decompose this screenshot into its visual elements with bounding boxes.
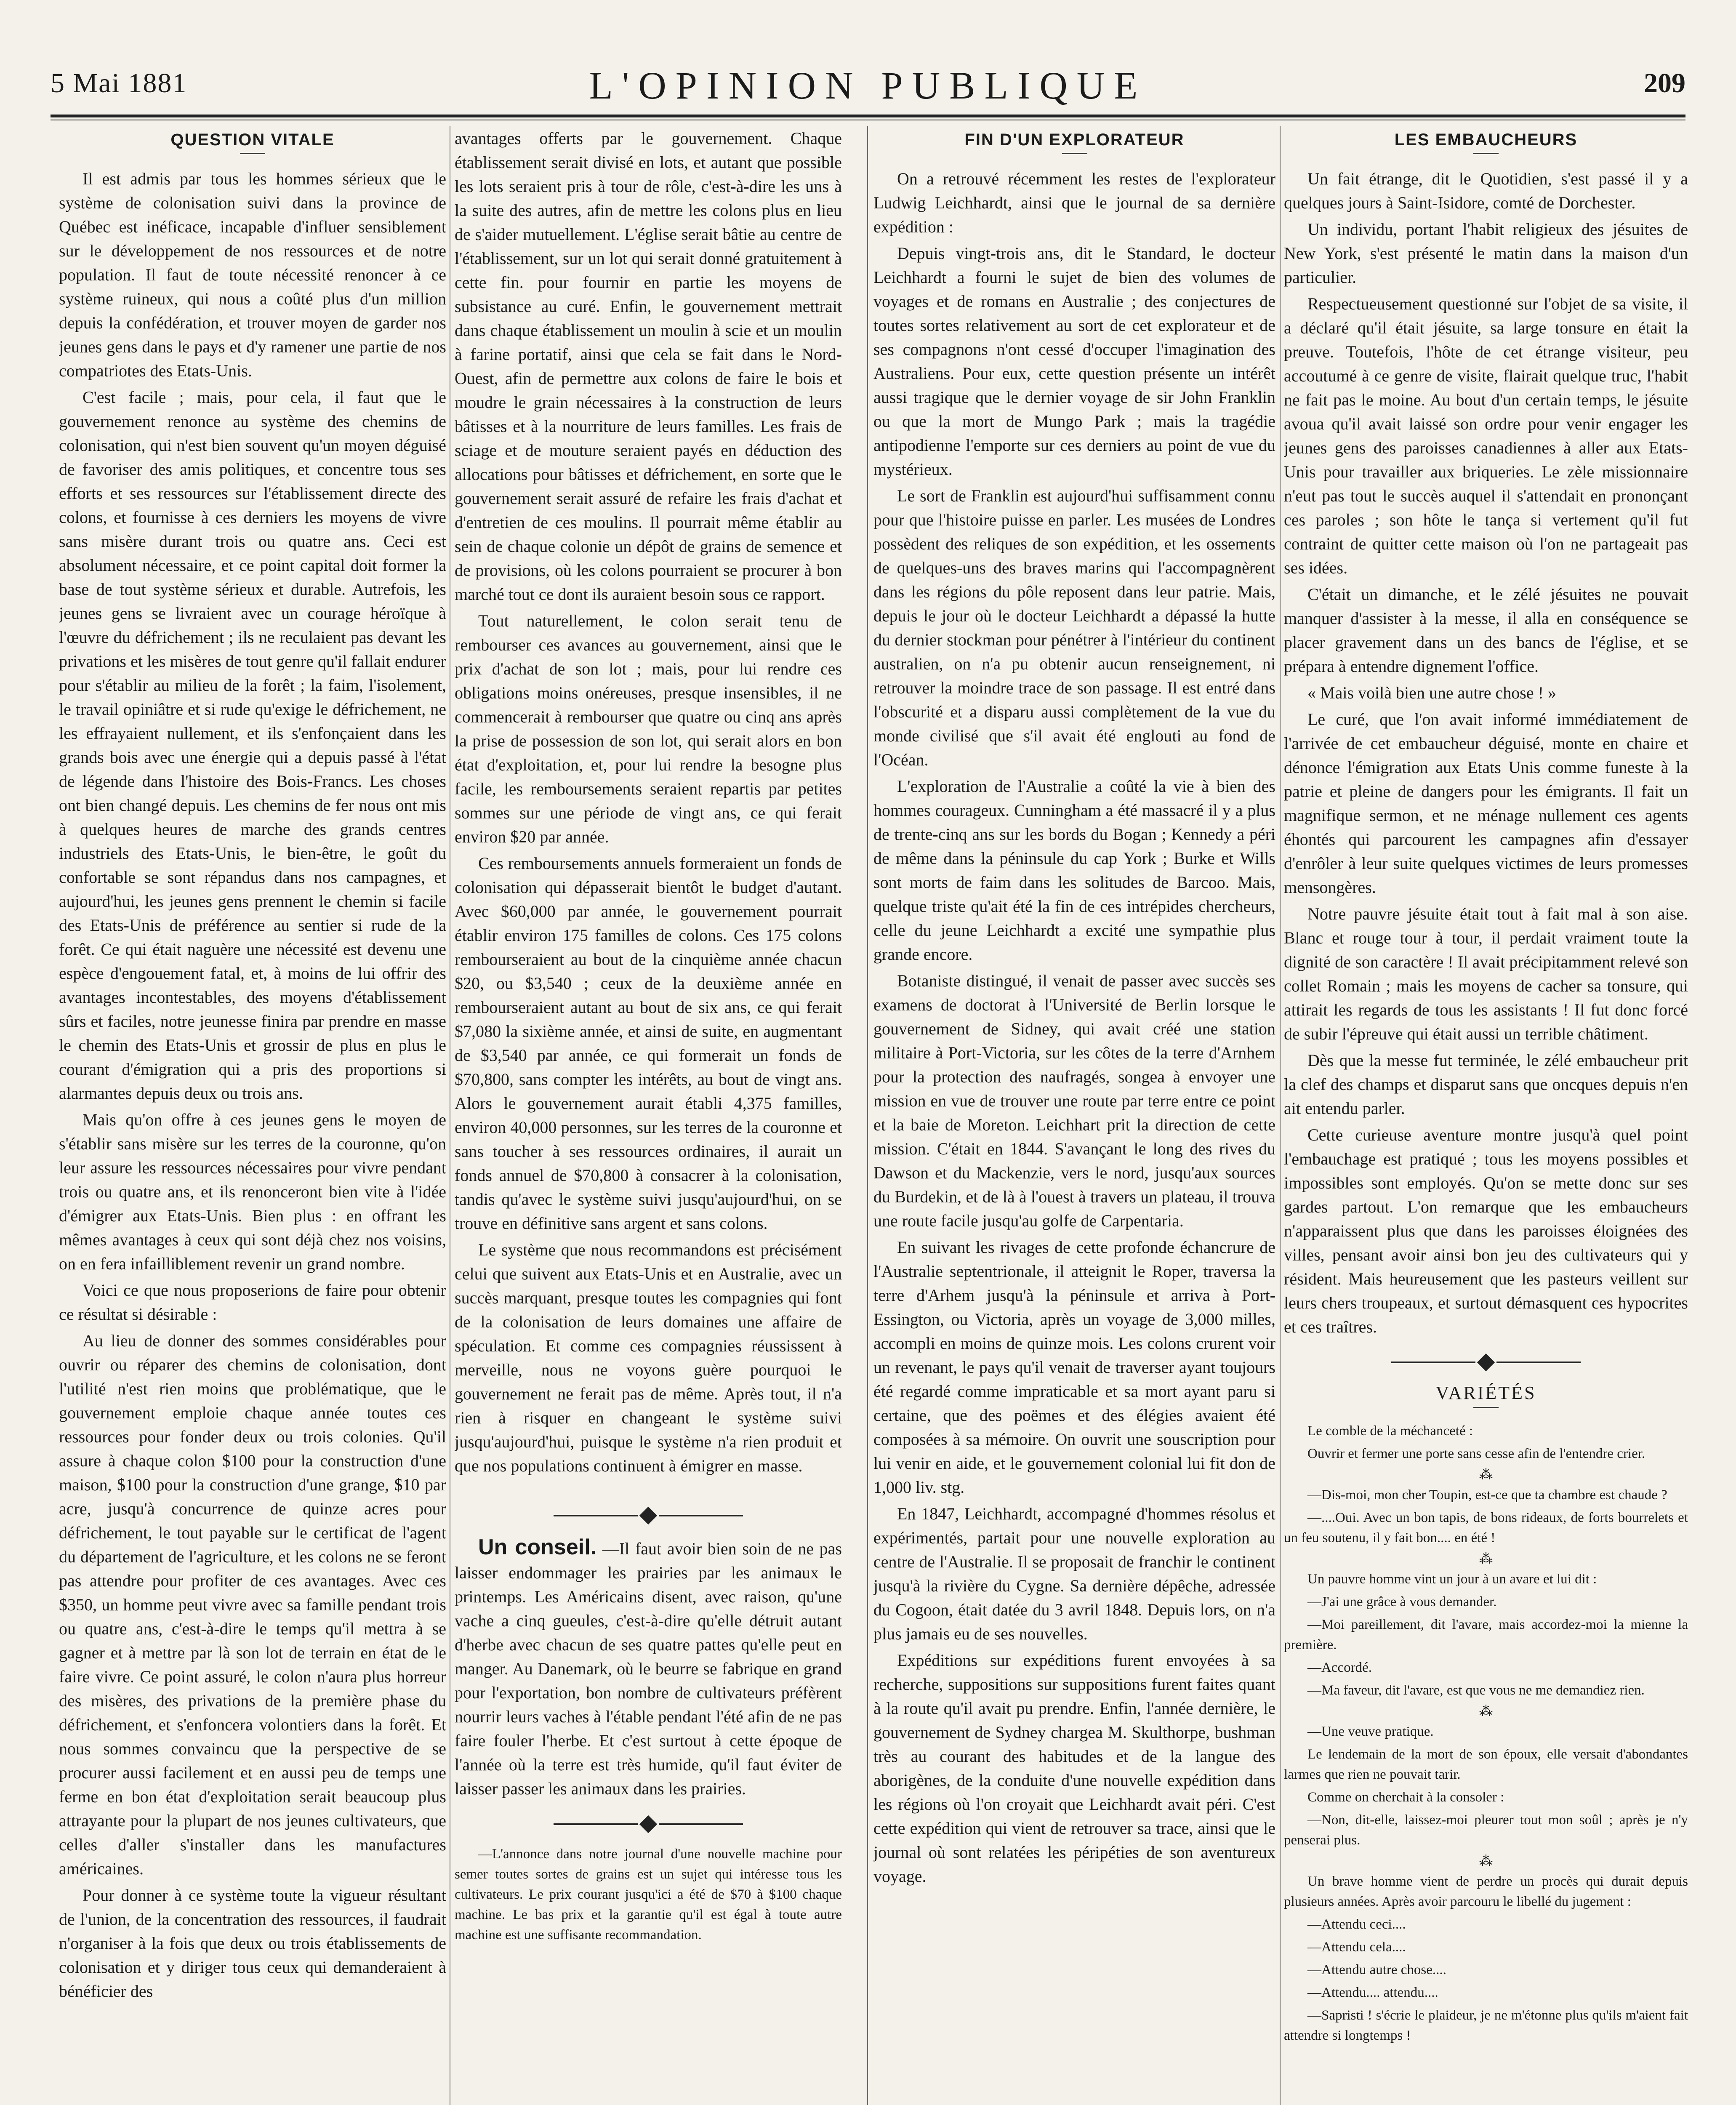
paragraph: Le sort de Franklin est aujourd'hui suffisamment connu pour que l'histoire puisse en parler. Les musées de Londres possèdent des reliques de son expédition, et les ossements de quelques-uns des braves marins qui l'accompagnèrent dans les régions du pôle reposent dans leur patrie. Mais, depuis le jour où le docteur Leichhardt a dépassé la hutte du dernier stockman pour pénétrer à l'intérieur du continent australien, on n'a pu obtenir aucun renseignement, ni retrouver la moindre trace de son passage. Il est entré dans l'obscurité et a disparu aussi complètement de la vue du monde civilisé que s'il avait été englouti au fond de l'Océan. <box>873 486 1275 769</box>
joke-line: —Moi pareillement, dit l'avare, mais accordez-moi la mienne la première. <box>1284 1617 1688 1652</box>
joke-line: —Attendu ceci.... <box>1307 1917 1406 1932</box>
ornament-divider <box>1284 1350 1688 1371</box>
newspaper-title: L'OPINION PUBLIQUE <box>589 64 1147 107</box>
column-fin-explorateur <box>873 126 1275 2105</box>
column-divider <box>1280 126 1281 2105</box>
article-title: FIN D'UN EXPLORATEUR <box>964 131 1185 149</box>
asterism: ⁂ <box>1479 1467 1493 1482</box>
joke-line: —Attendu autre chose.... <box>1307 1962 1446 1977</box>
joke-line: —J'ai une grâce à vous demander. <box>1307 1594 1497 1609</box>
joke-line: —Accordé. <box>1307 1660 1372 1675</box>
joke-line: Un pauvre homme vint un jour à un avare et lui dit : <box>1307 1572 1597 1587</box>
conseil-heading: Un conseil. <box>478 1535 597 1559</box>
ornament-divider <box>455 1812 842 1833</box>
title-dash <box>1062 153 1087 154</box>
asterism: ⁂ <box>1479 1703 1493 1719</box>
conseil-text: —Il faut avoir bien soin de ne pas laisser endommager les prairies par les animaux le printemps. Les Américains disent, avec raison, qu'une vache a cinq gueules, c'est-à-dire qu'elle détruit autant d'herbe avec chacun de ses quatre pattes qu'elle peut en manger. Au Danemark, où le beurre se fabrique en grand pour l'exportation, bon nombre de cultivateurs préfèrent nourrir leurs vaches à l'étable pendant l'été afin de ne pas faire fouler l'herbe. Et c'est surtout à cette époque de l'année où la terre est très humide, qu'il faut éviter de laisser passer les animaux dans les prairies. <box>455 1539 842 1798</box>
paragraph: Expéditions sur expéditions furent envoyées à sa recherche, suppositions sur suppositions furent faites quant à la route qu'il avait pu prendre. Enfin, l'année dernière, le gouvernement de Sydney chargea M. Skulthorpe, bushman très au courant des habitudes et de la langue des aborigènes, de la conduite d'une nouvelle expédition dans les régions où l'on croyait que Leichhardt avait péri. C'est cette expédition qui vient de retrouver sa trace, ainsi que le journal où sont relatées les péripéties de son aventureux voyage. <box>873 1651 1275 1886</box>
joke-line: Comme on cherchait à la consoler : <box>1307 1790 1504 1805</box>
title-dash <box>240 153 265 154</box>
paragraph: Un fait étrange, dit le Quotidien, s'est passé il y a quelques jours à Saint-Isidore, comté de Dorchester. <box>1284 169 1688 212</box>
column-divider <box>867 126 868 2105</box>
conseil-paragraph <box>455 1535 842 1801</box>
paragraph: Il est admis par tous les hommes sérieux que le système de colonisation suivi dans la province de Québec est inéficace, incapable d'influer sensiblement sur le développement de nos ressources et de notre population. Il faut de toute nécessité renoncer à ce système ruineux, qui nous a coûté plus d'un million depuis la confédération, et trouver moyen de garder nos jeunes gens dans le pays et d'y ramener une partie de nos compatriotes des Etats-Unis. <box>59 169 446 380</box>
paragraph: Dès que la messe fut terminée, le zélé embaucheur prit la clef des champs et disparut sans que oncques depuis n'en ait entendu parler. <box>1284 1051 1688 1118</box>
masthead-rule <box>51 115 1685 117</box>
paragraph: Le curé, que l'on avait informé immédiatement de l'arrivée de cet embaucheur déguisé, monte en chaire et dénonce l'émigration aux Etats Unis comme funeste à la patrie et pleine de dangers pour les émigrants. Il fait un magnifique sermon, et ne ménage nullement ces agents éhontés qui parcourent les campagnes afin d'essayer d'enrôler à leur suite quelques victimes de leurs promesses mensongères. <box>1284 710 1688 897</box>
paragraph: Pour donner à ce système toute la vigueur résultant de l'union, de la concentration des ressources, il faudrait n'organiser à la fois que deux ou trois établissements de colonisation et y diriger tous ceux qui demanderaient à bénéficier des <box>59 1886 446 2001</box>
asterism: ⁂ <box>1479 1551 1493 1566</box>
paragraph: En suivant les rivages de cette profonde échancrure de l'Australie septentrionale, il atteignit le Roper, traversa la terre d'Arhem jusqu'à la péninsule et arriva à Port-Essington, ou Victoria, après un voyage de 3,000 milles, accompli en moins de quinze mois. Les colons crurent voir un revenant, le pays qu'il venait de traverser ayant toujours été regardé comme impraticable et sa mort ayant paru si certaine, que des poëmes et des élégies avaient été composées à sa mémoire. On ouvrit une souscription pour lui venir en aide, et le gouvernement colonial lui fit don de 1,000 liv. stg. <box>873 1238 1275 1497</box>
column-embaucheurs <box>1284 126 1688 2105</box>
joke-line: —Sapristi ! s'écrie le plaideur, je ne m'étonne plus qu'ils m'aient fait attendre si longtemps ! <box>1284 2008 1688 2043</box>
paragraph: C'était un dimanche, et le zélé jésuites ne pouvait manquer d'assister à la messe, il alla en conséquence se placer gravement dans un des bancs de l'église, et se prépara à entendre dignement l'office. <box>1284 585 1688 676</box>
joke-line: —Dis-moi, mon cher Toupin, est-ce que ta chambre est chaude ? <box>1307 1487 1667 1503</box>
ornament-divider <box>455 1503 842 1524</box>
paragraph: Un individu, portant l'habit religieux des jésuites de New York, s'est présenté le matin dans la maison d'un particulier. <box>1284 220 1688 287</box>
joke-line: —Non, dit-elle, laissez-moi pleurer tout mon soûl ; après je n'y penserai plus. <box>1284 1812 1688 1848</box>
joke-line: —Attendu cela.... <box>1307 1940 1406 1955</box>
joke-line: —Attendu.... attendu.... <box>1307 1985 1438 2000</box>
paragraph: Mais qu'on offre à ces jeunes gens le moyen de s'établir sans misère sur les terres de la couronne, qu'on leur assure les ressources nécessaires pour vivre pendant trois ou quatre ans, et ils renonceront bien vite à l'idée d'émigrer aux Etats-Unis. Bien plus : en offrant les mêmes avantages à ceux qui sont déjà chez nos voisins, on en fera infailliblement revenir un grand nombre. <box>59 1110 446 1273</box>
paragraph: Notre pauvre jésuite était tout à fait mal à son aise. Blanc et rouge tour à tour, il perdait vraiment toute la dignité de son caractère ! Il avait précipitamment relevé son collet Romain ; mais les moyens de cacher sa tonsure, qui attirait les regards de tous les assistants ! Il fut donc forcé de subir l'épreuve qui était aussi un terrible châtiment. <box>1284 904 1688 1043</box>
paragraph: En 1847, Leichhardt, accompagné d'hommes résolus et expérimentés, partait pour une nouvelle exploration au centre de l'Australie. Il se proposait de franchir le continent jusqu'à la rivière du Cygne. Sa dernière dépêche, adressée du Cogoon, était datée du 3 avril 1848. Depuis lors, on n'a plus jamais eu de ses nouvelles. <box>873 1504 1275 1643</box>
varietes-title: VARIÉTÉS <box>1435 1383 1536 1403</box>
page-number: 209 <box>1644 68 1685 99</box>
joke-line: Le comble de la méchanceté : <box>1307 1423 1473 1439</box>
column-question-vitale <box>59 126 446 2105</box>
paragraph: « Mais voilà bien une autre chose ! » <box>1307 683 1556 702</box>
paragraph: Depuis vingt-trois ans, dit le Standard, le docteur Leichhardt a fourni le sujet de bien des volumes de voyages et de romans en Australie ; des conjectures de toutes sortes relativement au sort de cet explorateur et de ses compagnons n'ont cessé d'occuper l'imagination des Australiens. Pour eux, cette question présente un intérêt aussi tragique que le dernier voyage de sir John Franklin ou que la mort de Mungo Park ; mais la tragédie antipodienne l'emporte sur ces derniers au point de vue du mystérieux. <box>873 244 1275 479</box>
paragraph: Respectueusement questionné sur l'objet de sa visite, il a déclaré qu'il était jésuite, sa large tonsure en était la preuve. Toutefois, l'hôte de cet étrange visiteur, peu accoutumé à ce genre de visite, flairait quelque truc, l'habit ne fait pas le moine. Au bout d'un certain temps, le jésuite avoua qu'il avait laissé son ordre pour venir engager les jeunes gens des paroisses canadiennes à aller aux Etats-Unis pour travailler aux briqueries. Le zèle missionnaire n'eut pas tout le succès auquel il s'attendait en prononçant ces paroles ; son hôte le tança si vertement qu'il fut contraint de quitter cette maison où l'on ne partageait pas ses idées. <box>1284 294 1688 577</box>
paragraph: C'est facile ; mais, pour cela, il faut que le gouvernement renonce au système des chemins de colonisation, qui n'est bien souvent qu'un moyen déguisé de favoriser des amis politiques, et concentre tous ses efforts et ses ressources sur l'établissement directe des colons, et fournisse à ces derniers les moyens de vivre sans misère durant trois ou quatre ans. Ceci est absolument nécessaire, et ce point capital doit former la base de tout système sérieux et durable. Autrefois, les jeunes gens se livraient avec un courage héroïque à l'œuvre du défrichement ; ils ne reculaient pas devant les privations et les misères de tout genre qu'il fallait endurer pour s'établir au milieu de la forêt ; la faim, l'isolement, le travail opiniâtre et si rude qu'exige le défrichement, ne les effrayaient nullement, et ils s'enfonçaient dans les grands bois avec une énergie qui a depuis passé à l'état de légende dans l'histoire des Bois-Francs. Les choses ont bien changé depuis. Les chemins de fer nous ont mis à quelques heures de marche des grands centres industriels des Etats-Unis, le bien-être, le goût du confortable se sont répandus dans nos campagnes, et aujourd'hui, les jeunes gens prennent le chemin si facile des Etats-Unis de préférence au sentier si rude de la forêt. Ce qui était naguère une nécessité est devenu une espèce d'engouement fatal, et, à moins de lui offrir des avantages incontestables, des moyens d'établissement sûrs et faciles, notre jeunesse finira par prendre en masse le chemin des Etats-Unis et grossir de plus en plus le courant d'émigration qui a pris des proportions si alarmantes depuis deux ou trois ans. <box>59 388 446 1103</box>
joke-line: Le lendemain de la mort de son époux, elle versait d'abondantes larmes que rien ne pouvait tarir. <box>1284 1747 1688 1782</box>
masthead <box>51 63 1685 118</box>
paragraph: Tout naturellement, le colon serait tenu de rembourser ces avances au gouvernement, ainsi que le prix d'achat de son lot ; mais, pour lui rendre ces obligations moins onéreuses, presque insensibles, il ne commencerait à rembourser que quatre ou cinq ans après la prise de possession de son lot, qui serait alors en bon état d'exploitation, et, pour lui rendre la besogne plus facile, les remboursements seraient repartis par petites sommes sur une période de vingt ans, ce qui ferait environ $20 par année. <box>455 611 842 846</box>
paragraph: Au lieu de donner des sommes considérables pour ouvrir ou réparer des chemins de colonisation, dont l'utilité n'est rien moins que problématique, que le gouvernement emploie chaque année toutes ces ressources pour fonder deux ou trois colonies. Qu'il assure à chaque colon $100 pour la construction d'une maison, $100 pour la construction d'une grange, $10 par acre, jusqu'à concurrence de quinze acres pour défrichement, le tout payable sur le certificat de l'agent du département de l'agriculture, et les colons ne se feront pas attendre pour profiter de ces avantages. Avec ces $350, un homme peut vivre avec sa famille pendant trois ou quatre ans, c'est-à-dire le temps qu'il mettra à se gagner et à mettre par là son lot de terrain en état de le faire vivre. Ce point assuré, le colon n'aura plus horreur des misères, des privations de la première phase du défrichement, et s'enfoncera volontiers dans la forêt. Et nous sommes convaincu que la perspective de se procurer aussi facilement et en aussi peu de temps une ferme en bon état d'exploitation serait beaucoup plus attrayante pour la plupart de nos jeunes cultivateurs, que celles d'aller s'installer dans les manufactures américaines. <box>59 1331 446 1878</box>
varietes-list <box>1284 1421 1688 2046</box>
paragraph: Botaniste distingué, il venait de passer avec succès ses examens de doctorat à l'Université de Berlin lorsque le gouvernement de Sidney, qui avait créé une station militaire à Port-Victoria, sur les côtes de la terre d'Arnhem pour la protection des naufragés, songea à envoyer une mission en vue de trouver une route par terre entre ce point et la baie de Moreton. Leichhart prit la direction de cette mission. C'était en 1844. S'avançant le long des rives du Dawson et du Mackenzie, vers le nord, jusqu'aux sources du Burdekin, et de là à l'ouest à travers un plateau, il trouva une route facile jusqu'au golfe de Carpentaria. <box>873 971 1275 1230</box>
paragraph: avantages offerts par le gouvernement. Chaque établissement serait divisé en lots, et autant que possible les lots seraient pris à tour de rôle, c'est-à-dire les uns à la suite des autres, afin de mettre les colons plus en lieu de s'aider mutuellement. L'église serait bâtie au centre de l'établissement, sur un lot qui serait donné gratuitement à cette fin. pour fournir en partie les moyens de subsistance au curé. Enfin, le gouvernement mettrait dans chaque établissement un moulin à scie et un moulin à farine portatif, ainsi que cela se fait dans le Nord-Ouest, afin de permettre aux colons de faire le bois et moudre le grain nécessaires à la construction de leurs bâtisses et à la nourriture de leurs familles. Les frais de sciage et de mouture seraient payés en déduction des allocations pour bâtisses et défrichement, en sorte que le gouvernement serait assuré de refaire les frais d'achat et d'entretien de ces moulins. Il pourrait même établir au sein de chaque colonie un dépôt de grains de semence et de provisions, où les colons pourraient se procurer à bon marché tout ce dont ils auraient besoin sous ce rapport. <box>455 129 842 604</box>
paragraph: L'exploration de l'Australie a coûté la vie à bien des hommes courageux. Cunningham a été massacré il y a plus de trente-cinq ans sur les bords du Bogan ; Kennedy a péri de même dans la péninsule du cap York ; Burke et Wills sont morts de faim dans les solitudes de Barcoo. Mais, quelque triste qu'ait été la fin de ces intrépides chercheurs, celle du jeune Leichhardt a excité une sympathie plus grande encore. <box>873 777 1275 964</box>
paragraph: Ces remboursements annuels formeraient un fonds de colonisation qui dépasserait bientôt le budget d'autant. Avec $60,000 par année, le gouvernement pourrait établir environ 175 familles de colons. Ces 175 colons rembourseraient au bout de la cinquième année chacun $20, ou $3,540 ; ceux de la deuxième année en rembourseraient autant au bout de six ans, ce qui ferait $7,080 la sixième année, et ainsi de suite, en augmentant de $3,540 par année, ce qui formerait un fonds de $70,800, sans compter les intérêts, au bout de vingt ans. Alors le gouvernement aurait établi 4,375 familles, environ 40,000 personnes, sur les terres de la couronne et sans toucher à ses ressources ordinaires, il aurait un fonds annuel de $70,800 à consacrer à la colonisation, tandis qu'avec le système suivi jusqu'aujourd'hui, on se trouve en définitive sans argent et sans colons. <box>455 854 842 1233</box>
joke-line: —Une veuve pratique. <box>1307 1724 1434 1739</box>
joke-line: —Ma faveur, dit l'avare, est que vous ne me demandiez rien. <box>1307 1683 1645 1698</box>
article-title: QUESTION VITALE <box>170 131 335 149</box>
asterism: ⁂ <box>1479 1853 1493 1868</box>
title-dash <box>1473 153 1499 154</box>
paragraph: On a retrouvé récemment les restes de l'explorateur Ludwig Leichhardt, ainsi que le journal de sa dernière expédition : <box>873 169 1275 236</box>
issue-date: 5 Mai 1881 <box>51 68 187 99</box>
article-title: LES EMBAUCHEURS <box>1394 131 1578 149</box>
paragraph: Voici ce que nous proposerions de faire pour obtenir ce résultat si désirable : <box>59 1281 446 1324</box>
joke-line: Un brave homme vient de perdre un procès qui durait depuis plusieurs années. Après avoir parcouru le libellé du jugement : <box>1284 1874 1688 1909</box>
column-question-vitale-cont <box>455 126 842 2105</box>
title-dash <box>1473 1407 1499 1408</box>
footnote: —L'annonce dans notre journal d'une nouvelle machine pour semer toutes sortes de grains est un sujet qui intéresse tous les cultivateurs. Le prix courant jusqu'ici a été de $70 à $100 chaque machine. Le bas prix et la garantie qu'il est égal à toute autre machine est une suffisante recommandation. <box>455 1847 842 1942</box>
paragraph: Le système que nous recommandons est précisément celui que suivent aux Etats-Unis et en Australie, avec un succès marquant, presque toutes les compagnies qui font de la colonisation de leurs domaines une affaire de spéculation. Et comme ces compagnies réussissent à merveille, nous ne voyons guère pourquoi le gouvernement ne ferait pas de même. Après tout, il n'a rien à risquer en changeant le système suivi jusqu'aujourd'hui, puisque le système n'a rien produit et que nos populations continuent à émigrer en masse. <box>455 1240 842 1475</box>
joke-line: Ouvrir et fermer une porte sans cesse afin de l'entendre crier. <box>1307 1446 1645 1461</box>
paragraph: Cette curieuse aventure montre jusqu'à quel point l'embauchage est pratiqué ; tous les moyens possibles et impossibles sont employés. Qu'on se mette donc sur ses gardes partout. L'on remarque que les embaucheurs n'apparaissent plus que dans les paroisses éloignées des villes, pensant avoir ainsi bon jeu des cultivateurs qui y résident. Mais heureusement que les pasteurs veillent sur leurs chers troupeaux, et surtout démasquent ces hypocrites et ces traîtres. <box>1284 1125 1688 1336</box>
joke-line: —....Oui. Avec un bon tapis, de bons rideaux, de forts bourrelets et un feu soutenu, il y fait bon.... en été ! <box>1284 1510 1688 1545</box>
